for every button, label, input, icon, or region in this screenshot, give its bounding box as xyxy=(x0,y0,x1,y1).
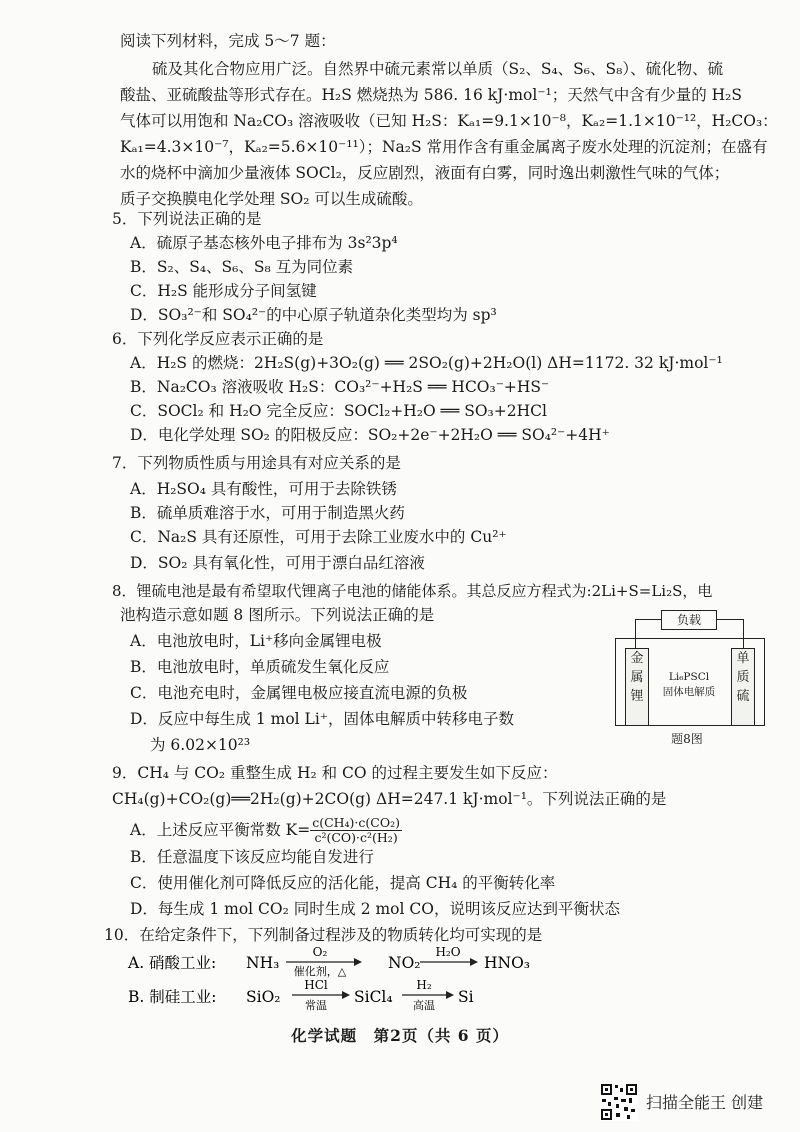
qr-code-icon xyxy=(600,1083,638,1121)
passage-line-2: 酸盐、亚硫酸盐等形式存在。H₂S 燃烧热为 586. 16 kJ·mol⁻¹；天然气中含有少量的 H₂S xyxy=(120,86,742,104)
q6-option-b: B．Na₂CO₃ 溶液吸收 H₂S：CO₃²⁻+H₂S ══ HCO₃⁻+HS⁻ xyxy=(130,378,550,396)
q10-stem: 10．在给定条件下，下列制备过程涉及的物质转化均可实现的是 xyxy=(104,926,543,944)
lithium-electrode: 金属锂 xyxy=(625,648,649,726)
q10-a-arrow-2-top: H₂O xyxy=(435,945,461,959)
q7-option-d: D．SO₂ 具有氧化性，可用于漂白品红溶液 xyxy=(130,554,425,572)
load-label: 负载 xyxy=(661,610,717,630)
q10-a-arrow-2-head xyxy=(470,958,478,966)
q10-b-arrow-2-head xyxy=(446,991,454,999)
passage-line-1: 硫及其化合物应用广泛。自然界中硫元素常以单质（S₂、S₄、S₆、S₈）、硫化物、硫 xyxy=(152,60,724,78)
q8-stem-line-1: 8．锂硫电池是最有希望取代锂离子电池的储能体系。其总反应方程式为:2Li+S=Li₂S，电 xyxy=(112,582,713,600)
battery-diagram xyxy=(611,610,771,746)
q8-option-d-continued: 为 6.02×10²³ xyxy=(150,736,251,754)
q7-option-c: C．Na₂S 具有还原性，可用于去除工业废水中的 Cu²⁺ xyxy=(130,528,507,546)
q10-b-arrow-1-head xyxy=(342,991,350,999)
q10-a-arrow-1-top: O₂ xyxy=(312,945,328,959)
q8-option-c: C．电池充电时，金属锂电极应接直流电源的负极 xyxy=(130,684,468,702)
q5-option-b: B．S₂、S₄、S₆、S₈ 互为同位素 xyxy=(130,258,354,276)
q10-b-species-3: Si xyxy=(458,988,474,1006)
q10-b-arrow-2-top: H₂ xyxy=(416,978,432,992)
equilibrium-fraction xyxy=(310,816,402,845)
q6-option-a: A．H₂S 的燃烧：2H₂S(g)+3O₂(g) ══ 2SO₂(g)+2H₂O(l) ΔH=1172. 32 kJ·mol⁻¹ xyxy=(130,354,723,372)
q5-option-a: A．硫原子基态核外电子排布为 3s²3p⁴ xyxy=(130,234,398,252)
q5-stem: 5．下列说法正确的是 xyxy=(112,210,262,228)
fraction-denominator: c²(CO)·c²(H₂) xyxy=(314,829,398,845)
q9-option-b: B．任意温度下该反应均能自发进行 xyxy=(130,848,374,866)
q10-a-label: A. 硝酸工业: xyxy=(128,954,217,972)
q10-option-a-scheme xyxy=(120,942,600,978)
q9-option-a xyxy=(130,814,402,845)
q8-option-a: A．电池放电时，Li⁺移向金属锂电极 xyxy=(130,632,382,650)
q10-a-arrow-1-head xyxy=(354,958,362,966)
q7-option-a: A．H₂SO₄ 具有酸性，可用于去除铁锈 xyxy=(130,480,397,498)
electrolyte xyxy=(646,670,732,700)
intro-heading: 阅读下列材料，完成 5～7 题： xyxy=(120,32,336,50)
q8-option-d: D．反应中每生成 1 mol Li⁺，固体电解质中转移电子数 xyxy=(130,710,514,728)
passage-line-5: 水的烧杯中滴加少量液体 SOCl₂，反应剧烈，液面有白雾，同时逸出刺激性气味的气体； xyxy=(120,164,730,182)
q10-b-arrow-2-bottom: 高温 xyxy=(413,999,435,1012)
electrolyte-label: 固体电解质 xyxy=(662,686,716,698)
q10-b-arrow-1-top: HCl xyxy=(304,978,328,992)
q7-stem: 7．下列物质性质与用途具有对应关系的是 xyxy=(112,454,401,472)
q9-equation: CH₄(g)+CO₂(g)══2H₂(g)+2CO(g) ΔH=247.1 kJ·mol⁻¹。下列说法正确的是 xyxy=(112,790,667,808)
q8-option-b: B．电池放电时，单质硫发生氧化反应 xyxy=(130,658,390,676)
q10-a-species-3: HNO₃ xyxy=(484,954,531,972)
q6-option-d: D．电化学处理 SO₂ 的阳极反应：SO₂+2e⁻+2H₂O ══ SO₄²⁻+4H⁺ xyxy=(130,426,610,444)
scanner-watermark: 扫描全能王 创建 xyxy=(646,1093,764,1112)
figure-caption: 题8图 xyxy=(671,732,703,746)
passage-line-3: 气体可以用饱和 Na₂CO₃ 溶液吸收（已知 H₂S：Kₐ₁=9.1×10⁻⁸，Kₐ₂=1.1×10⁻¹²，H₂CO₃： xyxy=(120,112,778,130)
q9-option-c: C．使用催化剂可降低反应的活化能，提高 CH₄ 的平衡转化率 xyxy=(130,874,556,892)
q6-stem: 6．下列化学反应表示正确的是 xyxy=(112,330,324,348)
passage-line-4: Kₐ₁=4.3×10⁻⁷，Kₐ₂=5.6×10⁻¹¹）；Na₂S 常用作含有重金属离子废水处理的沉淀剂；在盛有 xyxy=(120,138,768,156)
q10-a-species-1: NH₃ xyxy=(246,954,280,972)
q6-option-c: C．SOCl₂ 和 H₂O 完全反应：SOCl₂+H₂O ══ SO₃+2HCl xyxy=(130,402,547,420)
q10-b-species-2: SiCl₄ xyxy=(354,988,393,1006)
fraction-numerator: c(CH₄)·c(CO₂) xyxy=(312,814,400,830)
electrolyte-formula: Li₆PSCl xyxy=(668,671,710,683)
q7-option-b: B．硫单质难溶于水，可用于制造黑火药 xyxy=(130,504,405,522)
q10-a-arrow-1-bottom: 催化剂，△ xyxy=(293,965,347,978)
q9-stem: 9．CH₄ 与 CO₂ 重整生成 H₂ 和 CO 的过程主要发生如下反应： xyxy=(112,764,558,782)
q8-stem-line-2: 池构造示意如题 8 图所示。下列说法正确的是 xyxy=(120,606,435,624)
sulfur-electrode: 单质硫 xyxy=(731,648,755,726)
q5-option-c: C．H₂S 能形成分子间氢键 xyxy=(130,282,317,300)
passage-line-6: 质子交换膜电化学处理 SO₂ 可以生成硫酸。 xyxy=(120,190,423,208)
q10-a-species-2: NO₂ xyxy=(388,954,421,972)
q10-option-b-scheme xyxy=(120,976,600,1016)
q10-b-arrow-1-bottom: 常温 xyxy=(305,999,327,1012)
q10-b-label: B. 制硅工业: xyxy=(128,988,217,1006)
page-footer: 化学试题 第2页（共 6 页） xyxy=(291,1026,509,1045)
q10-b-species-1: SiO₂ xyxy=(246,988,281,1006)
q5-option-d: D．SO₃²⁻和 SO₄²⁻的中心原子轨道杂化类型均为 sp³ xyxy=(130,306,497,324)
q9-option-a-prefix: A．上述反应平衡常数 K= xyxy=(130,821,311,839)
q9-option-d: D．每生成 1 mol CO₂ 同时生成 2 mol CO，说明该反应达到平衡状态 xyxy=(130,900,620,918)
